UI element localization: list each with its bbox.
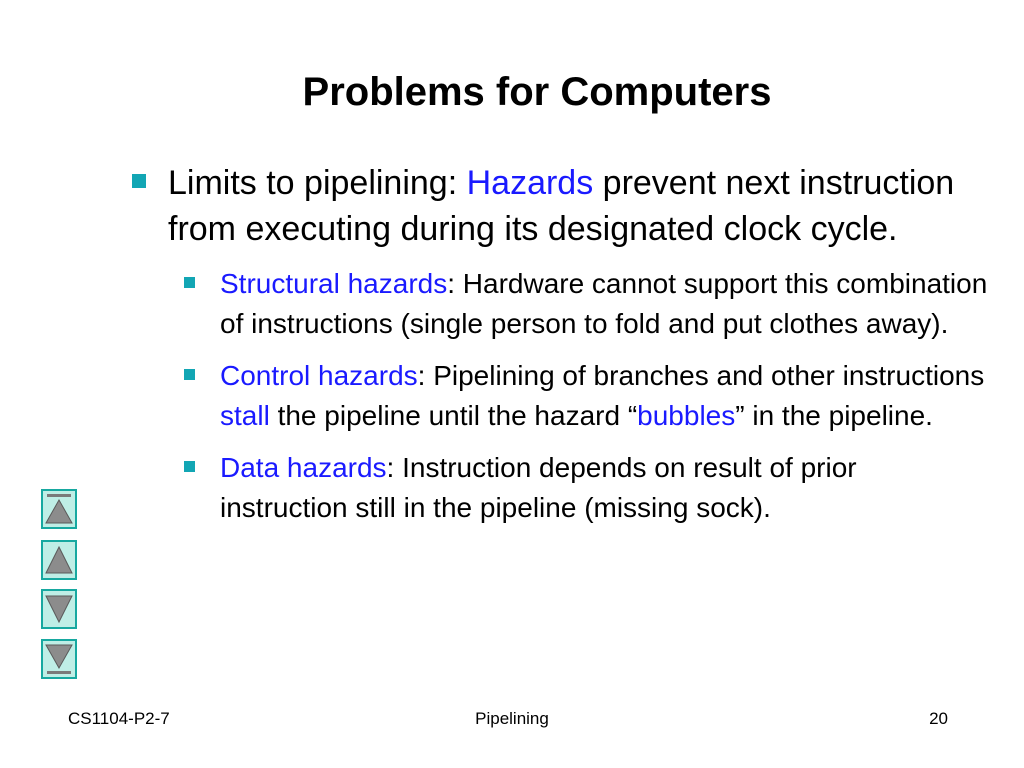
control-text-a: : Pipelining of branches and other instructions — [417, 360, 985, 391]
bullet-text-part2: prevent next instruction from executing during its designated clock cycle. — [168, 164, 955, 248]
last-slide-icon — [43, 641, 75, 677]
control-text-c: ” in the pipeline. — [735, 400, 933, 431]
slide-body — [130, 160, 990, 540]
title-container — [0, 70, 1024, 115]
square-bullet-icon — [184, 277, 195, 288]
last-slide-button[interactable] — [41, 639, 77, 679]
term-data-hazards: Data hazards — [220, 452, 387, 483]
first-slide-icon — [43, 491, 75, 527]
sub-bullet-control — [182, 356, 990, 436]
term-stall: stall — [220, 400, 270, 431]
term-structural-hazards: Structural hazards — [220, 268, 448, 299]
next-slide-icon — [43, 591, 75, 627]
term-bubbles: bubbles — [637, 400, 736, 431]
sub-bullet-list — [182, 264, 990, 528]
sub-bullet-data — [182, 448, 990, 528]
square-bullet-icon — [132, 174, 146, 188]
data-text: : Instruction depends on result of prior instruction still in the pipeline (missing sock). — [220, 452, 857, 523]
footer-course-code: CS1104-P2-7 — [68, 709, 170, 728]
sub-bullet-structural — [182, 264, 990, 344]
footer-topic: Pipelining — [475, 709, 549, 728]
next-slide-button[interactable] — [41, 589, 77, 629]
term-hazards: Hazards — [466, 164, 594, 202]
control-text-b: the pipeline until the hazard “ — [269, 400, 638, 431]
structural-text: : Hardware cannot support this combination of instructions (single person to fold and put clothes away). — [220, 268, 988, 339]
bullet-text-part1: Limits to pipelining: — [168, 164, 467, 202]
slide-title: Problems for Computers — [302, 70, 772, 114]
term-control-hazards: Control hazards — [220, 360, 418, 391]
previous-slide-icon — [43, 542, 75, 578]
previous-slide-button[interactable] — [41, 540, 77, 580]
footer-slide-number: 20 — [929, 709, 948, 728]
square-bullet-icon — [184, 369, 195, 380]
first-slide-button[interactable] — [41, 489, 77, 529]
square-bullet-icon — [184, 461, 195, 472]
bullet-limits-to-pipelining — [130, 160, 990, 252]
